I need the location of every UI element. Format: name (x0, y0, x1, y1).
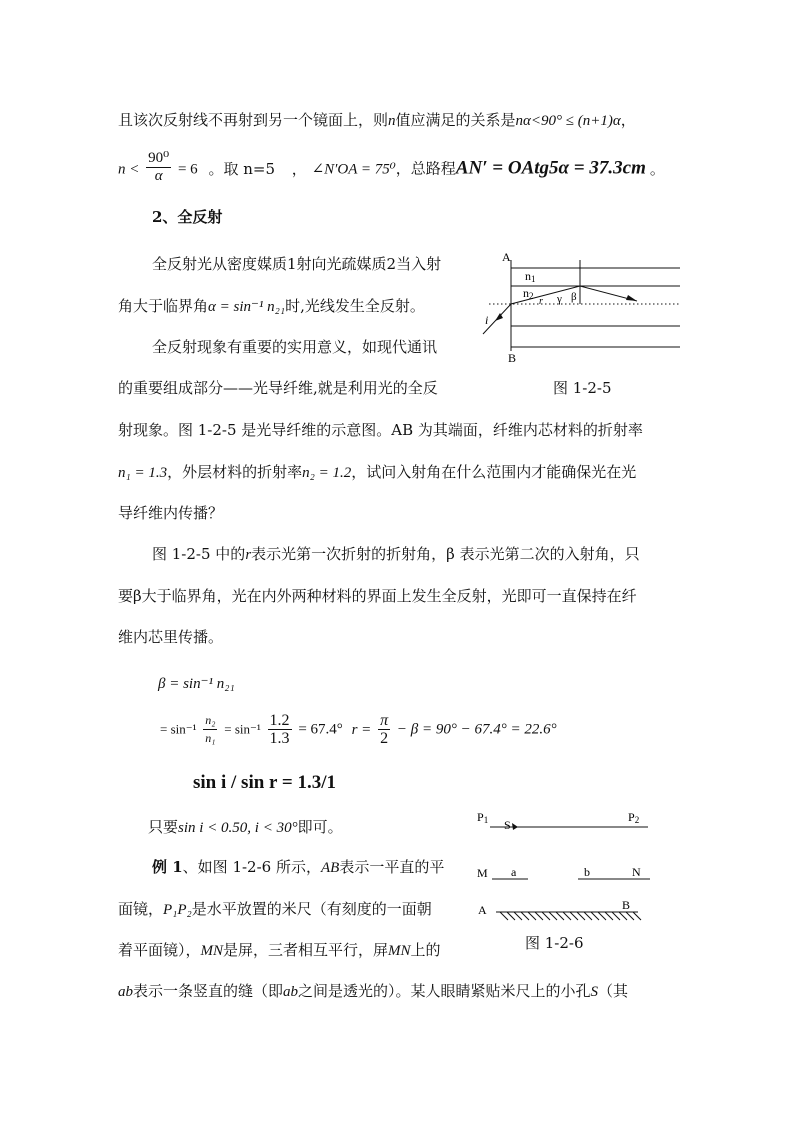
label-a: A (502, 250, 511, 264)
equation: β = sin⁻¹ n₂₁ (158, 676, 235, 692)
text-line (118, 110, 636, 131)
text-segment: 表示一条竖直的缝（即 (133, 982, 284, 1000)
hatch-line (584, 912, 592, 920)
math-variable: ab (118, 984, 133, 1000)
text-line: 导纤维内传播？ (118, 504, 224, 522)
math-formula: AN′ = OAtg5α = 37.3cm (455, 157, 646, 179)
text-segment: 之间是透光的）。某人眼睛紧贴米尺上的小孔 (298, 982, 591, 1000)
text-segment: 表示一平直的平 (339, 858, 445, 876)
text-line: 全反射光从密度媒质1射向光疏媒质2当入射 (152, 255, 442, 273)
label-s: S (504, 818, 511, 832)
text-line: 维内芯里传播。 (118, 628, 224, 646)
math-formula: n < (118, 161, 140, 178)
hatch-line (626, 912, 634, 920)
hatch-line (591, 912, 599, 920)
hatch-line (556, 912, 564, 920)
text-segment: ，试问入射角在什么范围内才能确保光在光 (351, 463, 637, 481)
math-variable: n (388, 113, 396, 129)
fraction-numerator: π (380, 712, 389, 729)
math-formula: − β = 90° − 67.4° = 22.6° (396, 721, 557, 738)
label-n1: n1 (525, 269, 536, 284)
text-line (118, 899, 432, 920)
text-segment: 角大于临界角 (118, 297, 209, 315)
fraction-numerator: n₂ (203, 712, 217, 730)
math-fraction (378, 712, 390, 747)
label-p1: P1 (477, 810, 489, 825)
text-segment: 上的 (410, 941, 441, 959)
math-formula: = 67.4° (298, 721, 343, 738)
hatch-line (507, 912, 515, 920)
math-formula: r = (351, 721, 372, 738)
text-segment: ，外层材料的折射率 (167, 463, 303, 481)
math-formula: = sin⁻¹ (224, 721, 261, 737)
math-variable: P₁P₂ (163, 902, 192, 918)
label-b: B (508, 351, 517, 365)
text-segment: ， (620, 111, 636, 129)
text-segment: 值应满足的关系是 (395, 111, 516, 129)
math-fraction (268, 712, 292, 747)
math-formula: sin i < 0.50, i < 30° (178, 820, 298, 836)
section-heading: 2、全反射 (152, 208, 223, 226)
text-line (152, 857, 444, 878)
label-beta: β (571, 291, 577, 303)
text-line (118, 296, 425, 317)
label-r: r (539, 296, 543, 307)
label-p2: P2 (628, 810, 640, 825)
text-segment: 时,光线发生全反射。 (285, 297, 425, 315)
hatch-line (633, 912, 641, 920)
text-line: 射现象。图 1-2-5 是光导纤维的示意图。AB 为其端面，纤维内芯材料的折射率 (118, 421, 643, 439)
hatch-line (500, 912, 508, 920)
math-variable: MN (388, 943, 411, 959)
hatch-line (612, 912, 620, 920)
text-line: 全反射现象有重要的实用意义，如现代通讯 (152, 338, 438, 356)
label-mirror-a: A (478, 903, 487, 917)
label-b: b (584, 865, 590, 879)
figure-optical-fiber (475, 246, 695, 366)
text-line (118, 981, 628, 1002)
hatch-line (535, 912, 543, 920)
hatch-line (563, 912, 571, 920)
text-segment: （其 (598, 982, 629, 1000)
label-mirror-b: B (622, 898, 631, 912)
label-m: M (477, 866, 488, 880)
hatch-line (577, 912, 585, 920)
math-formula: nα<90° ≤ (n+1)α (515, 113, 621, 129)
text-segment: 即可。 (297, 818, 343, 836)
ruler-arrow (512, 823, 518, 830)
text-segment: 着平面镜）， (118, 941, 201, 959)
text-line (152, 544, 640, 565)
text-segment: ， (291, 159, 307, 178)
text-segment: 。取 n=5 (208, 159, 275, 178)
math-fraction (203, 712, 217, 747)
label-n2: n2 (523, 286, 534, 301)
equation: sin i / sin r = 1.3/1 (193, 772, 336, 793)
equation (160, 712, 557, 747)
text-segment: 且该次反射线不再射到另一个镜面上，则 (118, 111, 389, 129)
text-line (118, 152, 665, 187)
math-variable: MN (200, 943, 224, 959)
hatch-line (542, 912, 550, 920)
text-line (148, 817, 343, 838)
math-variable: S (590, 984, 599, 1000)
figure-caption: 图 1-2-6 (525, 934, 584, 952)
hatch-line (619, 912, 627, 920)
text-segment: ，总路程 (395, 159, 456, 178)
text-segment: 是水平放置的米尺（有刻度的一面朝 (191, 900, 432, 918)
math-variable: AB (320, 860, 340, 876)
text-line: 的重要组成部分——光导纤维,就是利用光的全反 (118, 379, 438, 397)
text-segment: 、如图 1-2-6 所示， (182, 858, 321, 876)
label-n: N (632, 865, 641, 879)
mirror-hatching (500, 912, 641, 920)
text-segment: 图 1-2-5 中的 (152, 545, 246, 563)
hatch-line (605, 912, 613, 920)
hatch-line (549, 912, 557, 920)
math-fraction (146, 150, 171, 185)
figure-caption: 图 1-2-5 (553, 379, 612, 397)
text-line: 要β大于临界角，光在内外两种材料的界面上发生全反射，光即可一直保持在纤 (118, 587, 637, 605)
fraction-numerator: 1.2 (269, 712, 290, 729)
text-segment: 表示光第一次折射的折射角，β 表示光第二次的入射角，只 (251, 545, 640, 563)
math-variable: ab (283, 984, 299, 1000)
hatch-line (598, 912, 606, 920)
math-formula: = sin⁻¹ (160, 721, 197, 737)
fraction-numerator: 90⁰ (148, 150, 170, 166)
math-formula: ∠N′OA = 75⁰ (311, 161, 396, 178)
hatch-line (521, 912, 529, 920)
text-segment: 是屏，三者相互平行，屏 (223, 941, 389, 959)
fraction-denominator: 2 (380, 730, 389, 747)
fraction-denominator: α (154, 168, 163, 184)
math-formula: n₁ = 1.3 (118, 465, 168, 481)
text-segment: 面镜， (118, 900, 164, 918)
hatch-line (570, 912, 578, 920)
text-segment: 只要 (148, 818, 179, 836)
math-formula: n₂ = 1.2 (302, 465, 352, 481)
label-i: i (485, 313, 489, 327)
fraction-denominator: n₁ (205, 731, 216, 745)
label-a: a (511, 865, 517, 879)
math-formula: = 6 (177, 161, 198, 178)
figure-mirror-setup (470, 806, 660, 936)
math-variable: r (245, 547, 252, 563)
fraction-denominator: 1.3 (269, 730, 290, 747)
ray-arrow (626, 295, 637, 301)
hatch-line (528, 912, 536, 920)
text-line (118, 940, 441, 961)
text-line (118, 462, 636, 483)
hatch-line (514, 912, 522, 920)
math-formula: α = sin⁻¹ n₂₁ (208, 299, 286, 315)
example-label: 例 1 (152, 858, 183, 876)
label-gamma: γ (557, 293, 562, 305)
text-segment: 。 (649, 159, 665, 178)
